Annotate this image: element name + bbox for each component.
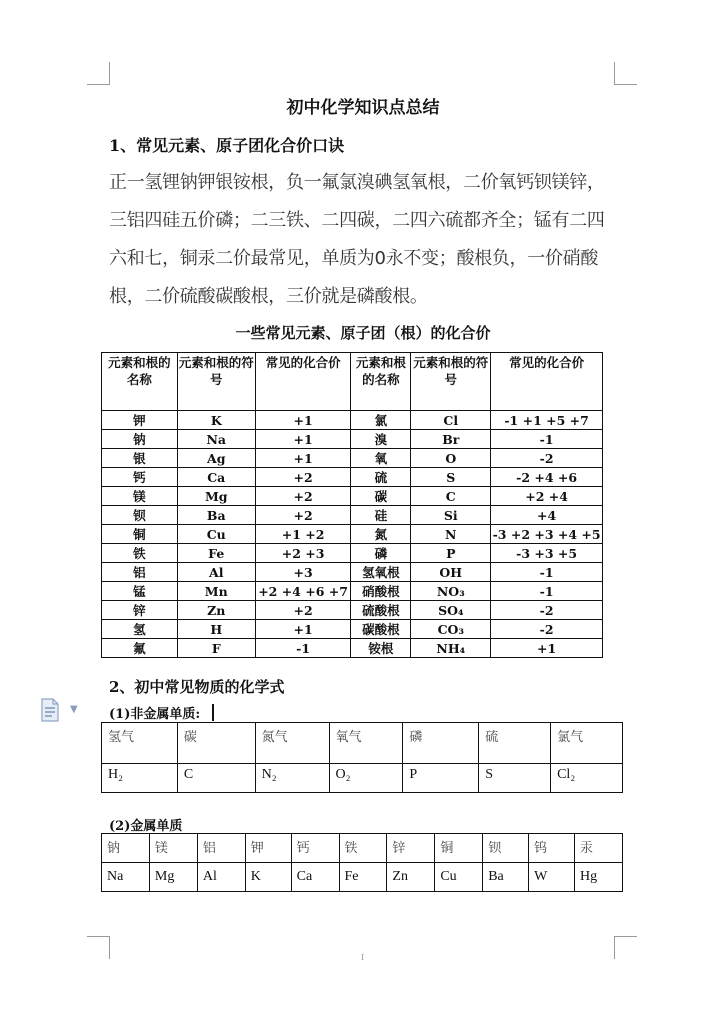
table-row <box>102 468 603 487</box>
table-cell: -1 +1 +5 +7 <box>491 411 603 430</box>
table-cell: Fe <box>339 863 387 892</box>
table-cell: 锰 <box>102 582 178 601</box>
table-cell: P <box>411 544 491 563</box>
table-cell: 铜 <box>102 525 178 544</box>
table-row <box>102 582 603 601</box>
table-row <box>102 544 603 563</box>
header-cell: 元素和根的符号 <box>411 353 491 411</box>
header-cell: 常见的化合价 <box>255 353 351 411</box>
nonmetal-subheading: (1)非金属单质: <box>109 707 201 722</box>
table-cell: S <box>479 764 551 793</box>
table-row <box>102 487 603 506</box>
table-cell: Cu <box>435 863 483 892</box>
table-cell: W <box>529 863 575 892</box>
table-cell: Cu <box>177 525 255 544</box>
table-cell: 氯气 <box>551 723 623 764</box>
table-cell: -1 <box>491 430 603 449</box>
table-cell: C <box>411 487 491 506</box>
table-cell: -3 +2 +3 +4 +5 <box>492 526 601 542</box>
section2-heading: 2、初中常见物质的化学式 <box>109 678 285 696</box>
table-cell: +2 <box>255 468 351 487</box>
table-cell: +1 <box>255 430 351 449</box>
table-cell: 钾 <box>245 834 291 863</box>
table-cell: N₂ <box>255 764 329 793</box>
table-cell: 硝酸根 <box>351 582 411 601</box>
table-cell: Mg <box>149 863 197 892</box>
table-cell: Ba <box>483 863 529 892</box>
document-icon[interactable] <box>40 698 60 722</box>
crop-mark-bottom-left <box>87 936 110 959</box>
table-cell: Ag <box>177 449 255 468</box>
table-cell: 氮气 <box>255 723 329 764</box>
table-cell: +2 <box>255 487 351 506</box>
table-cell: Si <box>411 506 491 525</box>
table-cell: +2 <box>255 601 351 620</box>
header-cell: 元素和根的符号 <box>177 353 255 411</box>
table-cell: +1 <box>255 411 351 430</box>
table-cell: 铁 <box>102 544 178 563</box>
table-cell: 汞 <box>575 834 623 863</box>
table-cell: 钡 <box>483 834 529 863</box>
table-cell: +4 <box>491 506 603 525</box>
table-row <box>102 525 603 544</box>
table-cell: K <box>245 863 291 892</box>
table-cell: Br <box>411 430 491 449</box>
table-cell: O <box>411 449 491 468</box>
table-cell: +2 +4 <box>491 487 603 506</box>
table-cell: -2 <box>491 449 603 468</box>
metal-name-row <box>102 834 623 863</box>
table-cell: Na <box>177 430 255 449</box>
section1-heading: 1、常见元素、原子团化合价口诀 <box>109 136 345 155</box>
nonmetal-name-row <box>102 723 623 764</box>
table-cell: Mg <box>177 487 255 506</box>
table-cell: 磷 <box>403 723 479 764</box>
table-cell: +2 <box>255 506 351 525</box>
text-cursor <box>212 704 214 721</box>
table1-caption: 一些常见元素、原子团（根）的化合价 <box>235 324 491 342</box>
table-cell: SO₄ <box>411 601 491 620</box>
table-cell: Mn <box>177 582 255 601</box>
table-cell: -1 <box>491 582 603 601</box>
table-cell: 硅 <box>351 506 411 525</box>
table-cell: 氢 <box>102 620 178 639</box>
nonmetal-formula-row <box>102 764 623 793</box>
table-cell: -2 +4 +6 <box>491 468 603 487</box>
table-cell: OH <box>411 563 491 582</box>
table-cell: 银 <box>102 449 178 468</box>
table-cell: Na <box>102 863 150 892</box>
table-cell: Zn <box>387 863 435 892</box>
table-cell: P <box>403 764 479 793</box>
table-row <box>102 411 603 430</box>
table-cell: 锌 <box>102 601 178 620</box>
table-row <box>102 620 603 639</box>
table-cell: 钠 <box>102 430 178 449</box>
table-row <box>102 430 603 449</box>
header-cell: 元素和根的名称 <box>351 353 411 411</box>
table-cell: +1 <box>491 639 603 658</box>
table-cell: 钾 <box>102 411 178 430</box>
header-cell: 元素和根的名称 <box>102 353 178 411</box>
table-cell: 磷 <box>351 544 411 563</box>
table-cell: O₂ <box>329 764 403 793</box>
table-header-row <box>102 353 603 411</box>
table-cell: 铁 <box>339 834 387 863</box>
table-cell: 氢气 <box>102 723 178 764</box>
table-cell: 铝 <box>102 563 178 582</box>
table-cell: 氟 <box>102 639 178 658</box>
table-row <box>102 449 603 468</box>
document-title: 初中化学知识点总结 <box>286 98 440 118</box>
nonmetal-table[interactable] <box>101 722 623 793</box>
table-cell: 镁 <box>102 487 178 506</box>
valence-table[interactable] <box>101 352 603 658</box>
crop-mark-bottom-right <box>614 936 637 959</box>
crop-mark-top-left <box>87 62 110 85</box>
table-cell: NH₄ <box>411 639 491 658</box>
table-cell: -1 <box>255 639 351 658</box>
table-cell: 硫 <box>351 468 411 487</box>
table-cell: Cl <box>411 411 491 430</box>
table-cell: Ca <box>291 863 339 892</box>
page-marker: I <box>361 953 365 962</box>
table-cell: 硫酸根 <box>351 601 411 620</box>
table-cell: -2 <box>491 601 603 620</box>
table-row <box>102 563 603 582</box>
header-cell: 常见的化合价 <box>491 353 603 411</box>
table-cell: Al <box>197 863 245 892</box>
table-cell: 碳 <box>177 723 255 764</box>
triangle-down-icon[interactable]: ▼ <box>70 704 78 715</box>
table-cell: -1 <box>491 563 603 582</box>
table-cell: +1 <box>255 620 351 639</box>
table-cell: 钡 <box>102 506 178 525</box>
table-cell: N <box>411 525 491 544</box>
table-cell: 钨 <box>529 834 575 863</box>
table-cell: Cl₂ <box>551 764 623 793</box>
table-cell: 氮 <box>351 525 411 544</box>
table-cell: H <box>177 620 255 639</box>
table-cell: +2 +4 +6 +7 <box>255 582 351 601</box>
table-cell: C <box>177 764 255 793</box>
table-cell: Hg <box>575 863 623 892</box>
table-cell: F <box>177 639 255 658</box>
table-cell: 钙 <box>102 468 178 487</box>
table-cell: 铝 <box>197 834 245 863</box>
table-cell: +3 <box>255 563 351 582</box>
table-cell: K <box>177 411 255 430</box>
table-cell: 镁 <box>149 834 197 863</box>
table-cell: 溴 <box>351 430 411 449</box>
table-cell: 氢氧根 <box>351 563 411 582</box>
table-row <box>102 639 603 658</box>
table-row <box>102 601 603 620</box>
table-cell: 锌 <box>387 834 435 863</box>
table-cell: +1 +2 <box>255 525 351 544</box>
table-cell: -3 +3 +5 <box>491 544 603 563</box>
table-cell: Zn <box>177 601 255 620</box>
table-cell: 碳酸根 <box>351 620 411 639</box>
table-cell: Al <box>177 563 255 582</box>
table-cell: 钠 <box>102 834 150 863</box>
table-row <box>102 506 603 525</box>
table-cell: CO₃ <box>411 620 491 639</box>
table-cell: 氧气 <box>329 723 403 764</box>
table-cell: +2 +3 <box>255 544 351 563</box>
table-cell: 氯 <box>351 411 411 430</box>
table-cell: Fe <box>177 544 255 563</box>
table-cell: 铵根 <box>351 639 411 658</box>
table-cell: -2 <box>491 620 603 639</box>
table-cell: H₂ <box>102 764 178 793</box>
table-cell: NO₃ <box>411 582 491 601</box>
crop-mark-top-right <box>614 62 637 85</box>
metal-subheading: (2)金属单质 <box>109 819 183 834</box>
table-cell: S <box>411 468 491 487</box>
table-cell: 钙 <box>291 834 339 863</box>
table-cell: Ba <box>177 506 255 525</box>
metal-table[interactable] <box>101 833 623 892</box>
table-cell: 硫 <box>479 723 551 764</box>
table-cell: Ca <box>177 468 255 487</box>
table-cell: 铜 <box>435 834 483 863</box>
table-cell: +1 <box>255 449 351 468</box>
metal-formula-row <box>102 863 623 892</box>
table-cell: 碳 <box>351 487 411 506</box>
table-cell: 氧 <box>351 449 411 468</box>
valence-rhyme-paragraph[interactable]: 正一氢锂钠钾银铵根，负一氟氯溴碘氢氧根，二价氧钙钡镁锌，三铝四硅五价磷；二三铁、二四碳，二四六硫都齐全；锰有二四六和七，铜汞二价最常见，单质为0永不变；酸根负，一价硝酸根，二价硫酸碳酸根，三价就是磷酸根。 <box>109 172 605 307</box>
